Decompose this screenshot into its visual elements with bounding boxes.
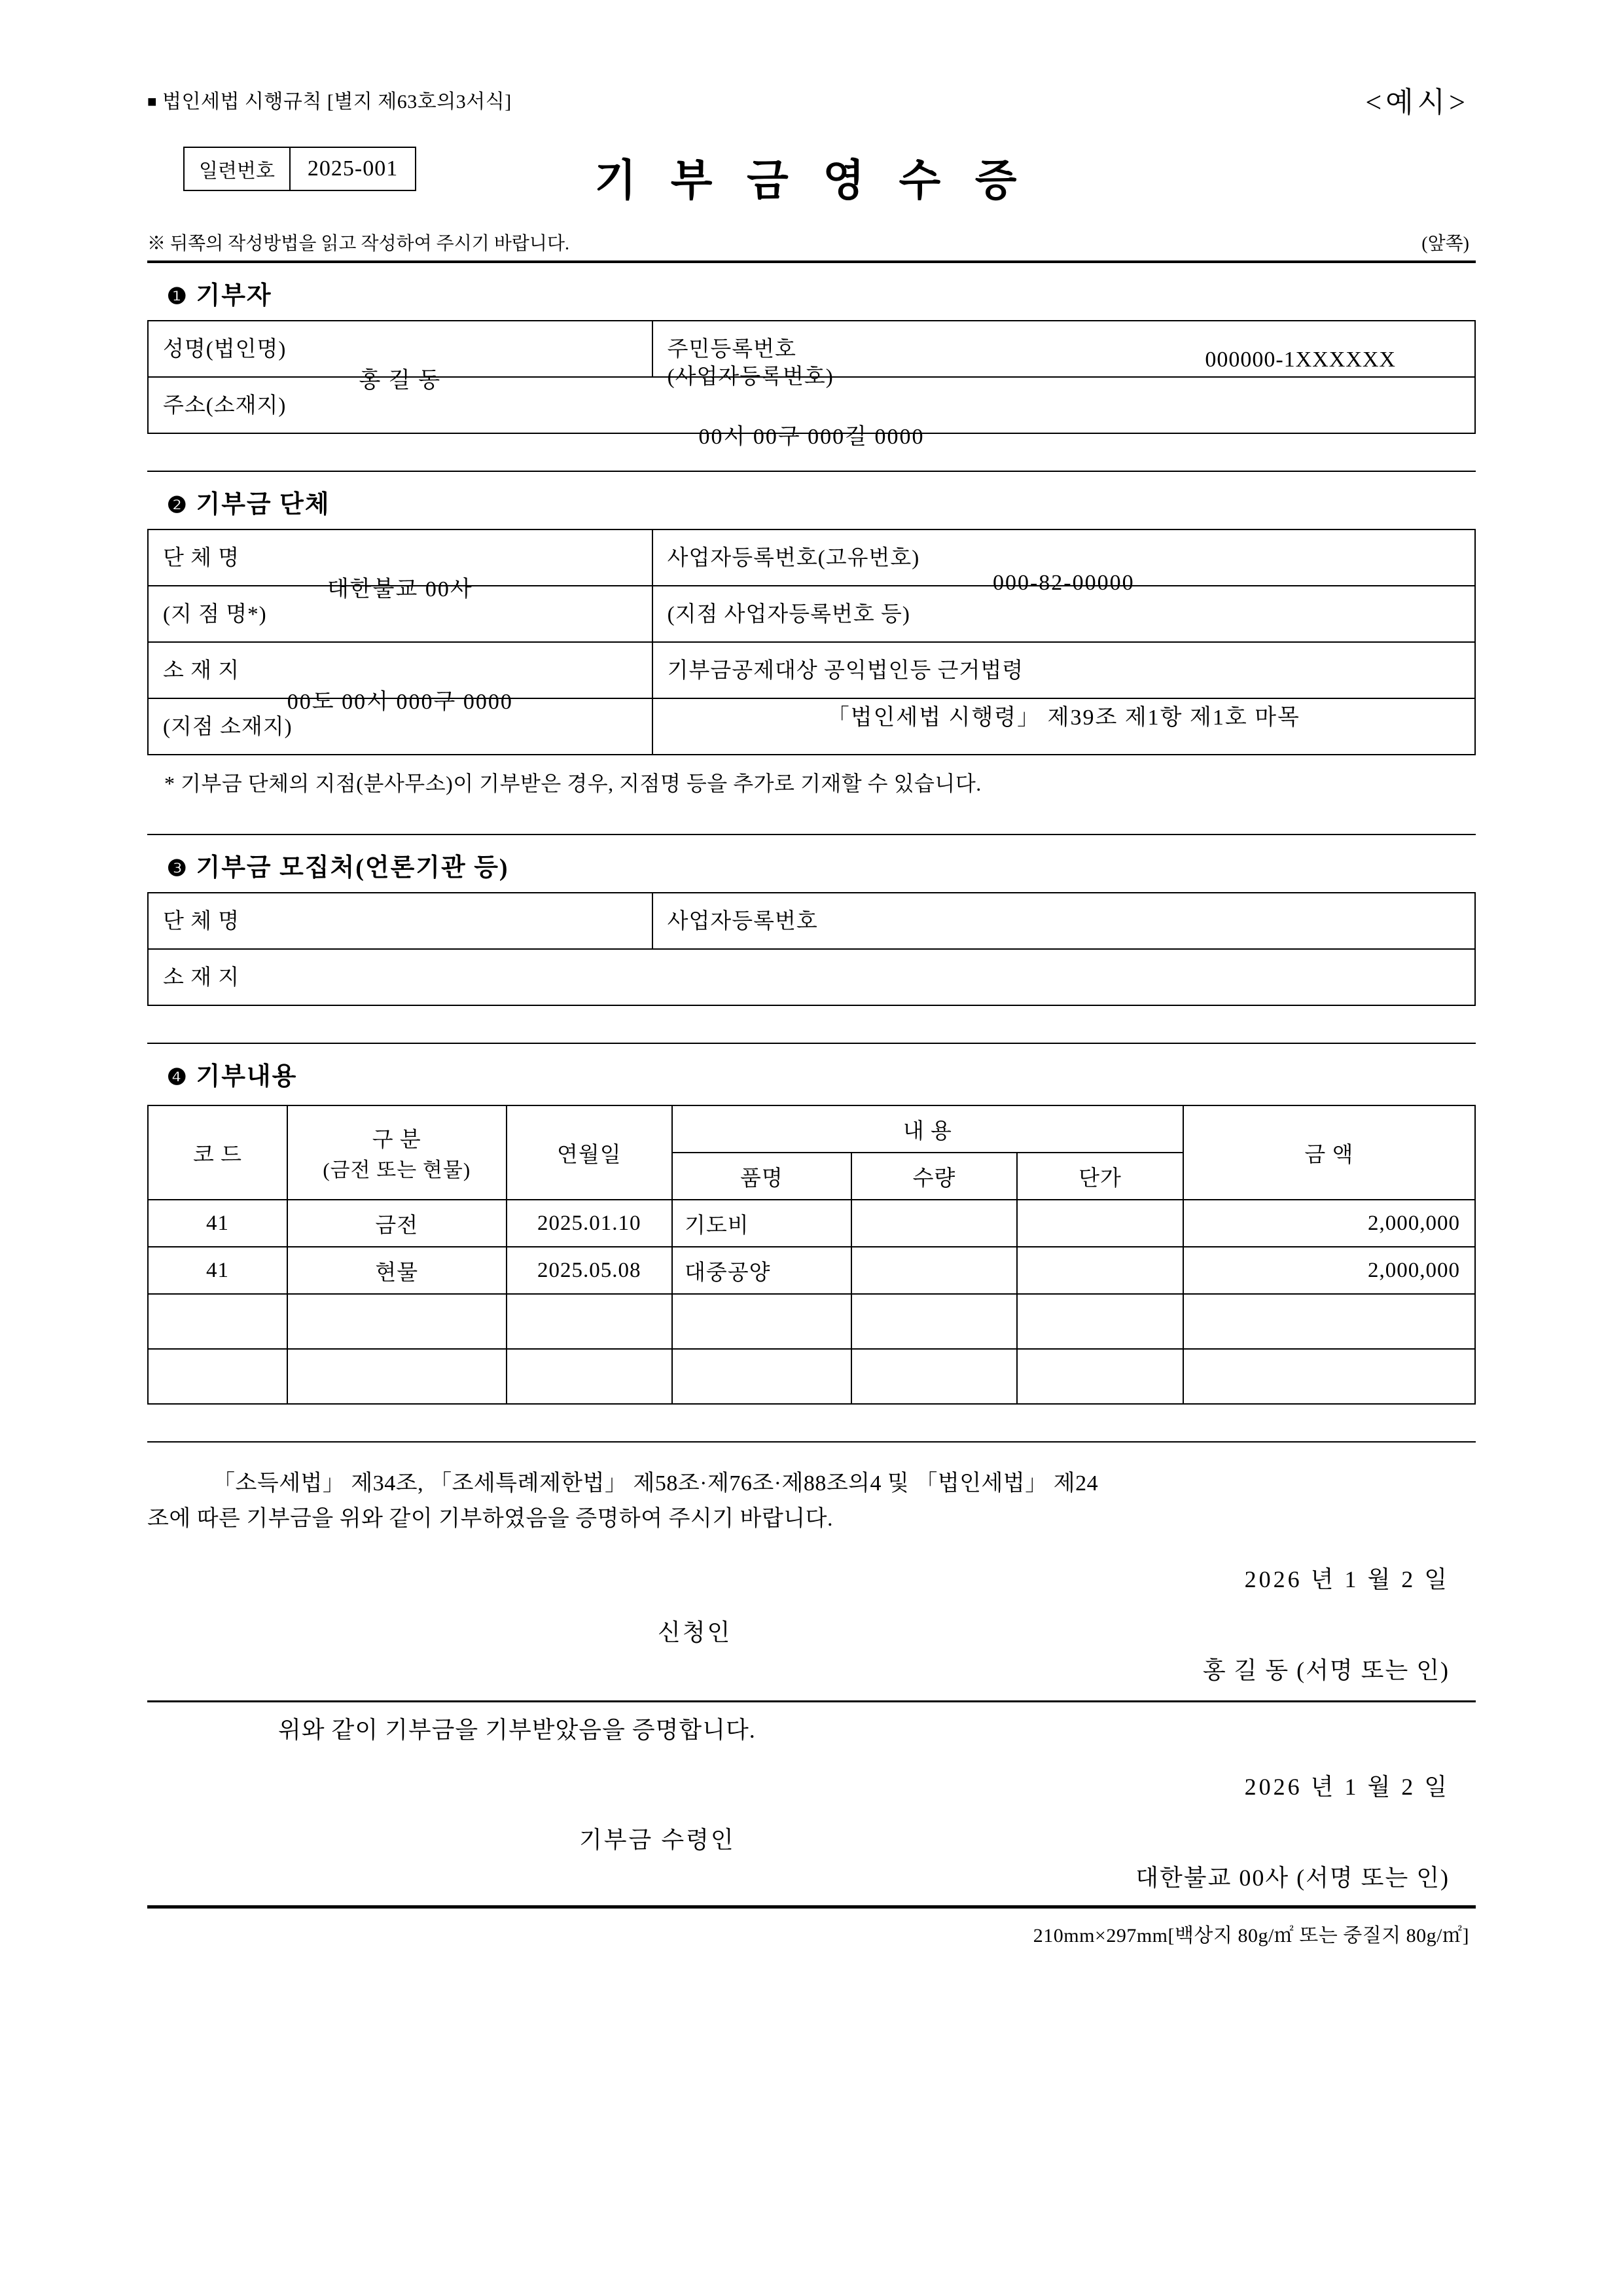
collector-table — [147, 892, 1476, 1006]
row-date — [507, 1349, 673, 1404]
section-2-title — [147, 472, 1476, 529]
row-qty — [851, 1349, 1018, 1404]
section-4-marker: ❹ — [167, 1066, 188, 1090]
table-row — [148, 529, 1475, 586]
table-row — [148, 1294, 1475, 1349]
donor-name-label: 성명(법인명) — [163, 338, 287, 361]
applicant-date: 2026 년 1 월 2 일 — [1244, 1566, 1450, 1592]
section-gap — [147, 1006, 1476, 1030]
row-date: 2025.01.10 — [507, 1200, 673, 1247]
org-bizno-label: 사업자등록번호(고유번호) — [667, 547, 920, 570]
row-unit-price — [1017, 1349, 1183, 1404]
th-content: 내 용 — [672, 1105, 1183, 1153]
donor-rrn-label-2: (사업자등록번호) — [667, 365, 834, 389]
table-row — [148, 698, 1475, 755]
section-2-marker: ❷ — [167, 493, 188, 518]
row-amount: 2,000,000 — [1183, 1247, 1475, 1294]
section-3-label: 기부금 모집처(언론기관 등) — [196, 854, 509, 882]
branch-name-cell — [148, 586, 652, 642]
receiver-role-label: 기부금 수령인 — [579, 1826, 736, 1853]
table-row — [148, 321, 1475, 377]
row-unit-price — [1017, 1294, 1183, 1349]
legal-line-2: 조에 따른 기부금을 위와 같이 기부하였음을 증명하여 주시기 바랍니다. — [147, 1507, 833, 1532]
row-amount: 2,000,000 — [1183, 1200, 1475, 1247]
paper-spec: 210mm×297mm[백상지 80g/㎡ 또는 중질지 80g/㎡] — [1033, 1924, 1469, 1946]
receipt-statement: 위와 같이 기부금을 기부받았음을 증명합니다. — [278, 1716, 756, 1743]
document-header — [147, 79, 1476, 118]
section-3-title — [147, 835, 1476, 892]
collector-location-label: 소 재 지 — [163, 966, 240, 990]
title-row — [147, 137, 1476, 223]
section-1-title — [147, 263, 1476, 320]
section-2-label: 기부금 단체 — [196, 491, 330, 518]
row-date — [507, 1294, 673, 1349]
donor-name-cell — [148, 321, 652, 393]
collector-location-cell — [148, 949, 1475, 1005]
receiver-signature-block — [147, 1821, 1476, 1893]
org-name-value: 대한불교 00사 — [327, 577, 473, 601]
th-code: 코 드 — [148, 1105, 287, 1200]
org-name-label: 단 체 명 — [163, 547, 240, 570]
row-amount — [1183, 1294, 1475, 1349]
section-4-label: 기부내용 — [196, 1063, 298, 1090]
collector-name-cell — [148, 893, 652, 949]
table-row — [148, 1247, 1475, 1294]
donor-rrn-cell — [652, 321, 1475, 389]
donor-table — [147, 320, 1476, 449]
section-4-bottom-rule — [147, 1441, 1476, 1443]
row-qty — [851, 1294, 1018, 1349]
org-law-value: 「법인세법 시행령」 제39조 제1항 제1호 마목 — [827, 706, 1300, 730]
branch-location-cell — [148, 698, 652, 755]
applicant-signature-block — [147, 1614, 1476, 1686]
form-reference — [147, 79, 512, 114]
instruction-text: ※ 뒤쪽의 작성방법을 읽고 작성하여 주시기 바랍니다. — [147, 234, 570, 254]
page-title: 기 부 금 영 수 증 — [594, 157, 1029, 205]
table-row — [148, 586, 1475, 642]
row-division: 현물 — [287, 1247, 507, 1294]
serial-label: 일련번호 — [185, 148, 291, 190]
table-header-row — [148, 1105, 1475, 1153]
table-row — [148, 377, 1475, 433]
th-date: 연월일 — [507, 1105, 673, 1200]
form-reference-text: 법인세법 시행규칙 [별지 제63호의3서식] — [162, 91, 512, 113]
row-code: 41 — [148, 1200, 287, 1247]
applicant-signature: 홍 길 동 (서명 또는 인) — [1202, 1657, 1450, 1683]
table-row — [148, 949, 1475, 1005]
row-division — [287, 1294, 507, 1349]
donor-address-value: 00시 00구 000길 0000 — [698, 425, 925, 449]
row-division: 금전 — [287, 1200, 507, 1247]
row-date: 2025.05.08 — [507, 1247, 673, 1294]
section-3-marker: ❸ — [167, 857, 188, 881]
instruction-row — [147, 229, 1476, 255]
org-bizno-cell — [652, 529, 1475, 595]
row-item — [672, 1349, 851, 1404]
donor-address-cell — [148, 377, 1475, 449]
row-code: 41 — [148, 1247, 287, 1294]
row-code — [148, 1294, 287, 1349]
row-unit-price — [1017, 1247, 1183, 1294]
th-item: 품명 — [672, 1153, 851, 1200]
th-amount: 금 액 — [1183, 1105, 1475, 1200]
row-qty — [851, 1200, 1018, 1247]
org-location-cell — [148, 642, 652, 714]
th-division-sub: (금전 또는 현물) — [323, 1158, 471, 1181]
section-gap — [147, 797, 1476, 821]
applicant-role-label: 신청인 — [658, 1619, 732, 1645]
donor-address-label: 주소(소재지) — [163, 394, 287, 418]
collector-bizno-label: 사업자등록번호 — [667, 910, 818, 933]
th-division — [287, 1105, 507, 1200]
receiver-date: 2026 년 1 월 2 일 — [1244, 1773, 1450, 1800]
branch-location-extra-cell — [652, 698, 1475, 755]
org-location-label: 소 재 지 — [163, 659, 240, 683]
branch-bizno-label: (지점 사업자등록번호 등) — [667, 603, 910, 626]
bullet-square-icon: ■ — [147, 94, 157, 111]
example-tag: <예시> — [1365, 86, 1469, 118]
table-row — [148, 1200, 1475, 1247]
th-division-main: 구 분 — [372, 1128, 421, 1152]
row-division — [287, 1349, 507, 1404]
branch-name-label: (지 점 명*) — [163, 603, 267, 626]
branch-location-label: (지점 소재지) — [163, 715, 293, 739]
th-qty: 수량 — [851, 1153, 1018, 1200]
collector-bizno-cell — [652, 893, 1475, 949]
org-location-value: 00도 00시 000구 0000 — [287, 690, 513, 714]
donor-name-value: 홍 길 동 — [359, 368, 442, 393]
row-item: 기도비 — [672, 1200, 851, 1247]
donation-content-table — [147, 1105, 1476, 1405]
table-row — [148, 1349, 1475, 1404]
org-law-cell — [652, 642, 1475, 730]
section-1-marker: ❶ — [167, 285, 188, 309]
serial-number-box — [183, 147, 416, 191]
section-gap — [147, 1405, 1476, 1428]
th-unit-price: 단가 — [1017, 1153, 1183, 1200]
table-row — [148, 642, 1475, 698]
section-1-label: 기부자 — [196, 282, 272, 310]
section-4-title — [147, 1044, 1476, 1101]
row-item — [672, 1294, 851, 1349]
row-amount — [1183, 1349, 1475, 1404]
org-law-label: 기부금공제대상 공익법인등 근거법령 — [667, 659, 1024, 683]
legal-paragraph — [147, 1466, 1476, 1537]
org-bizno-value: 000-82-00000 — [992, 571, 1135, 595]
page-side-label: (앞쪽) — [1421, 234, 1469, 254]
section-2-footnote: * 기부금 단체의 지점(분사무소)이 기부받은 경우, 지점명 등을 추가로 기재할 수 있습니다. — [164, 772, 982, 795]
org-name-cell — [148, 529, 652, 601]
receiver-signature: 대한불교 00사 (서명 또는 인) — [1135, 1864, 1450, 1891]
row-code — [148, 1349, 287, 1404]
row-unit-price — [1017, 1200, 1183, 1247]
organization-table — [147, 529, 1476, 755]
donor-rrn-value: 000000-1XXXXXX — [1205, 348, 1396, 372]
row-item: 대중공양 — [672, 1247, 851, 1294]
table-row — [148, 893, 1475, 949]
legal-line-1: 「소득세법」 제34조, 「조세특례제한법」 제58조·제76조·제88조의4 및 「법인세법」 제24 — [213, 1471, 1099, 1496]
collector-name-label: 단 체 명 — [163, 910, 240, 933]
row-qty — [851, 1247, 1018, 1294]
serial-value: 2025-001 — [307, 156, 399, 181]
donor-rrn-label: 주민등록번호 — [667, 338, 796, 361]
signature-divider — [147, 1700, 1476, 1702]
branch-bizno-cell — [652, 586, 1475, 642]
